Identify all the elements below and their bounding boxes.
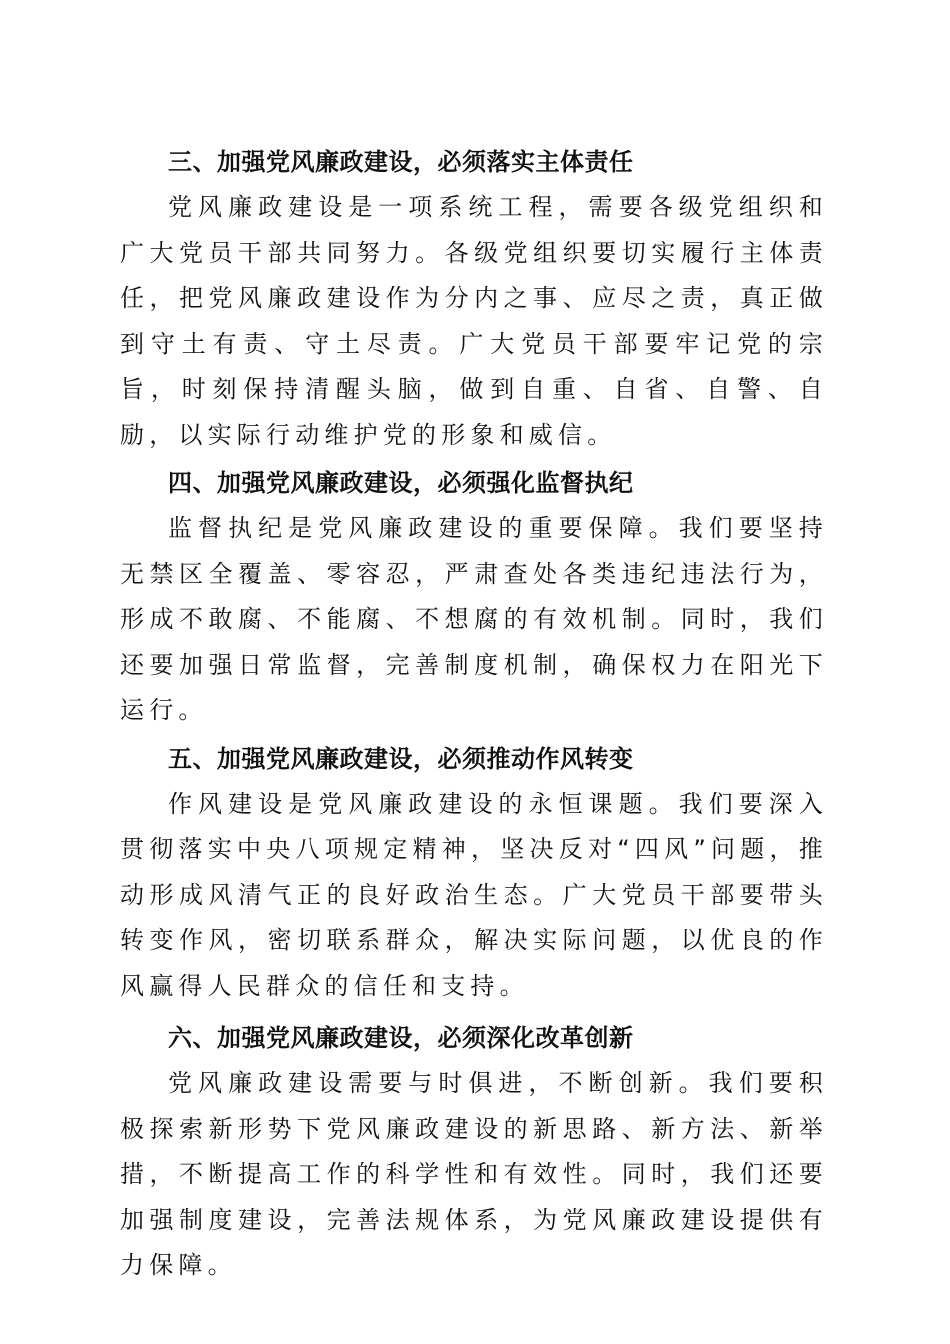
section-heading-5: 五、加强党风廉政建设，必须推动作风转变 [168, 744, 634, 773]
section-heading-4: 四、加强党风廉政建设，必须强化监督执纪 [168, 469, 634, 497]
section-paragraph-6: 党风廉政建设需要与时俱进，不断创新。我们要积极探索新形势下党风廉政建设的新思路、新方法、新举措，不断提高工作的科学性和有效性。同时，我们还要加强制度建设，完善法规体系，为党风廉政建设提供有力保障。 [120, 1069, 828, 1279]
section-paragraph-5: 作风建设是党风廉政建设的永恒课题。我们要深入贯彻落实中央八项规定精神，坚决反对“四风”问题，推动形成风清气正的良好政治生态。广大党员干部要带头转变作风，密切联系群众，解决实际问题，以优良的作风赢得人民群众的信任和支持。 [120, 789, 828, 1000]
section-paragraph-3: 党风廉政建设是一项系统工程，需要各级党组织和广大党员干部共同努力。各级党组织要切实履行主体责任，把党风廉政建设作为分内之事、应尽之责，真正做到守土有责、守土尽责。广大党员干部要牢记党的宗旨，时刻保持清醒头脑，做到自重、自省、自警、自励，以实际行动维护党的形象和威信。 [120, 193, 828, 449]
section-paragraph-4: 监督执纪是党风廉政建设的重要保障。我们要坚持无禁区全覆盖、零容忍，严肃查处各类违纪违法行为，形成不敢腐、不能腐、不想腐的有效机制。同时，我们还要加强日常监督，完善制度机制，确保权力在阳光下运行。 [120, 514, 828, 724]
section-heading-3: 三、加强党风廉政建设，必须落实主体责任 [168, 148, 634, 176]
section-heading-6: 六、加强党风廉政建设，必须深化改革创新 [168, 1024, 634, 1052]
document-body [120, 139, 828, 1289]
